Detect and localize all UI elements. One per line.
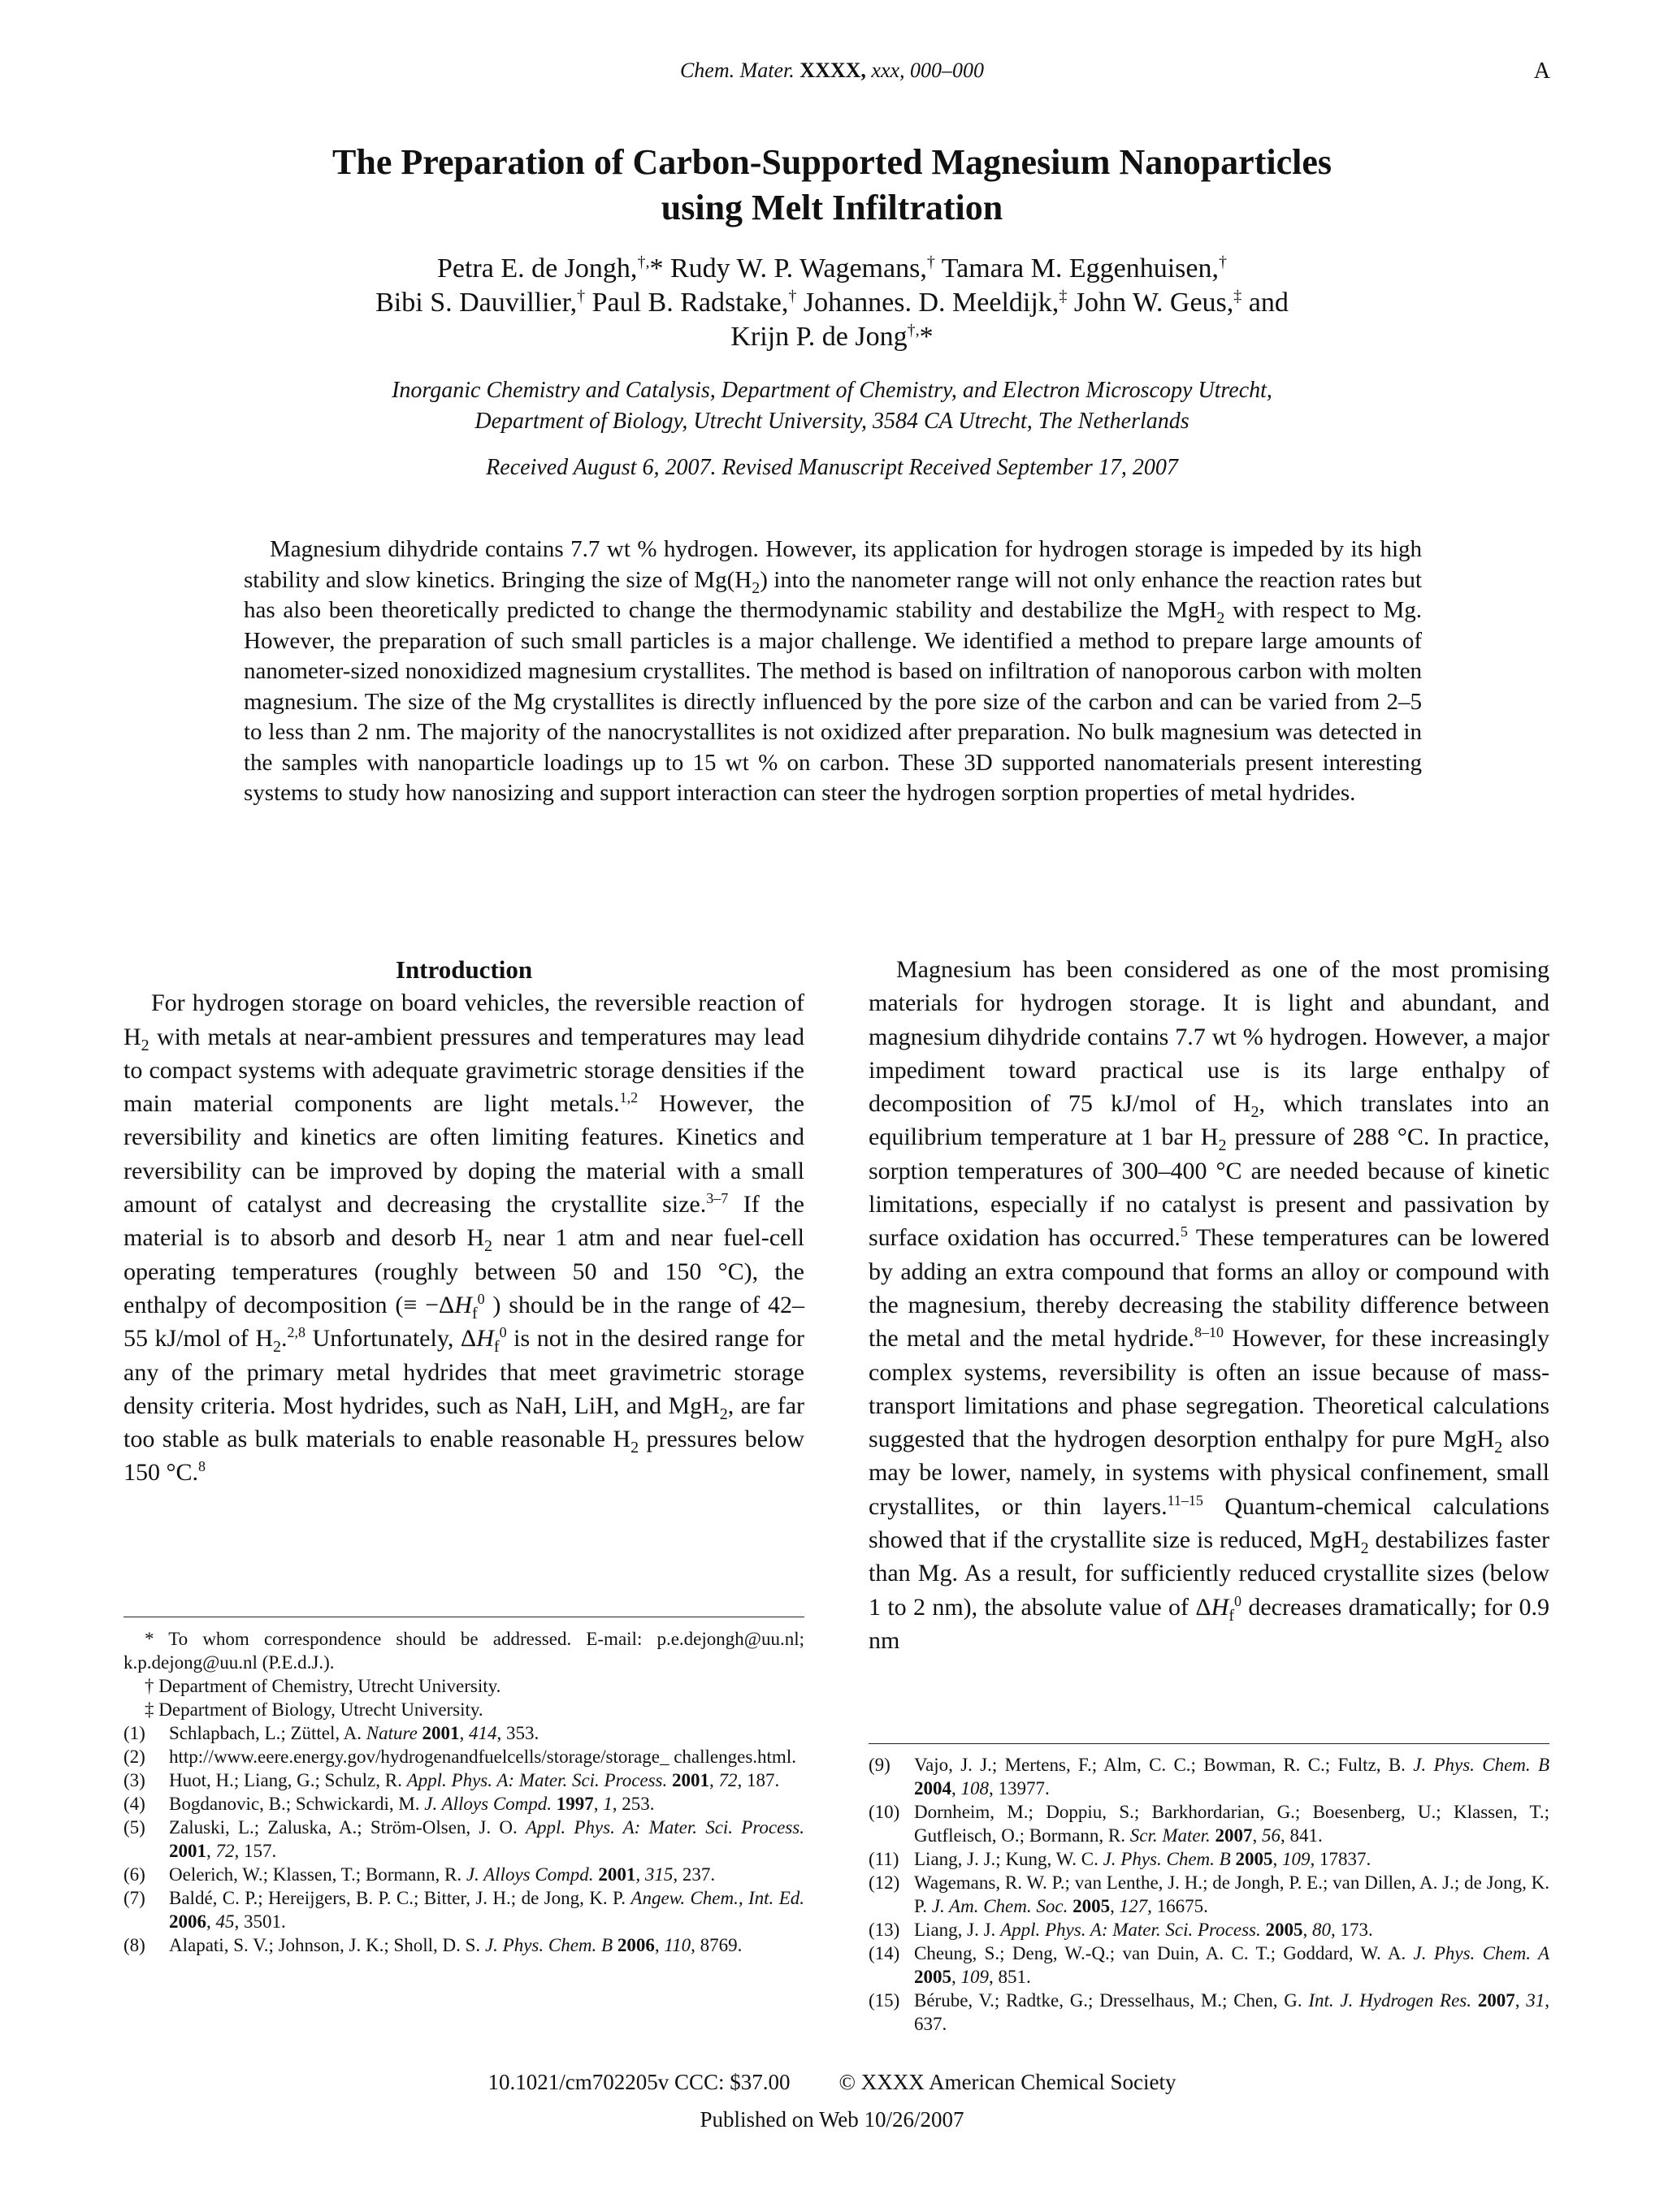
reference-4: (4) Bogdanovic, B.; Schwickardi, M. J. Alloys Compd. 1997, 1, 253. [124, 1794, 655, 1814]
reference-15: (15) Bérube, V.; Radtke, G.; Dresselhaus, M.; Chen, G. Int. J. Hydrogen Res. 2007, 31, 637. [869, 1990, 1550, 2034]
running-header [0, 58, 1664, 83]
footnote-dagger: † Department of Chemistry, Utrecht University. [145, 1676, 501, 1696]
left-column [124, 953, 804, 1490]
reference-10: (10) Dornheim, M.; Doppiu, S.; Barkhordarian, G.; Boesenberg, U.; Klassen, T.; Gutfleisch, O.; Bormann, R. Scr. Mater. 2007, 56, 841. [869, 1802, 1549, 1846]
footnote-ddagger: ‡ Department of Biology, Utrecht University. [145, 1699, 483, 1720]
reference-11: (11) Liang, J. J.; Kung, W. C. J. Phys. Chem. B 2005, 109, 17837. [869, 1849, 1372, 1869]
journal-pages: 000–000 [910, 58, 985, 82]
section-heading: Introduction [395, 955, 533, 984]
abstract: Magnesium dihydride contains 7.7 wt % hydrogen. However, its application for hydrogen storage is impeded by its high stability and slow kinetics. Bringing the size of $Mg(H_2)$ into the nanometer range will not only enhance the reaction rates but has also been theoretically predicted to change the thermodynamic stability and destabilize the MgH$_2$ with respect to Mg. However, the preparation of such small particles is a major challenge. We identified a method to prepare large amounts of nanometer-sized nonoxidized magnesium crystallites. The method is based on infiltration of nanoporous carbon with molten magnesium. The size of the Mg crystallites is directly influenced by the pore size of the carbon and can be varied from 2–5 to less than 2 nm. The majority of the nanocrystallites is not oxidized after preparation. No bulk magnesium was detected in the samples with nanoparticle loadings up to 15 wt % on carbon. These 3D supported nanomaterials present interesting systems to study how nanosizing and support interaction can steer the hydrogen sorption properties of metal hydrides. [244, 536, 1422, 806]
reference-3: (3) Huot, H.; Liang, G.; Schulz, R. Appl. Phys. A: Mater. Sci. Process. 2001, 72, 187. [124, 1770, 780, 1790]
author-list: Petra E. de Jongh,†,* Rudy W. P. Wagemans,† Tamara M. Eggenhuisen,† Bibi S. Dauvillier,† Paul B. Radstake,† Johannes. D. Meeldijk,‡ John W. Geus,‡ and Krijn P. de Jong†,* [375, 253, 1289, 352]
reference-8: (8) Alapati, S. V.; Johnson, J. K.; Sholl, D. S. J. Phys. Chem. B 2006, 110, 8769. [124, 1935, 743, 1955]
reference-13: (13) Liang, J. J. Appl. Phys. A: Mater. Sci. Process. 2005, 80, 173. [869, 1920, 1373, 1940]
intro-paragraph-2: Magnesium has been considered as one of the most promising materials for hydrogen storage. It is light and abundant, and magnesium dihydride contains 7.7 wt % hydrogen. However, a major impediment toward practical use is its large enthalpy of decomposition of 75 kJ/mol of $H_2$, which translates into an equilibrium temperature at 1 bar $H_2$ pressure of 288 °C. In practice, sorption temperatures of 300–400 °C are needed because of kinetic limitations, especially if no catalyst is present and passivation by surface oxidation has occurred.$^5$ These temperatures can be lowered by adding an extra compound that forms an alloy or compound with the magnesium, thereby decreasing the stability difference between the metal and the metal hydride.$^{8-10}$ However, for these increasingly complex systems, reversibility is often an issue because of mass-transport limitations and phase segregation. Theoretical calculations suggested that the hydrogen desorption enthalpy for pure MgH$_2$ also may be lower, namely, in systems with physical confinement, small crystallites, or thin layers.$^{11-15}$ Quantum-chemical calculations showed that if the crystallite size is reduced, MgH$_2$ destabilizes faster than Mg. As a result, for sufficiently reduced crystallite sizes (below 1 to 2 nm), the absolute value of $\Delta H_f^0$ decreases dramatically; for 0.9 nm [869, 956, 1550, 1654]
reference-6: (6) Oelerich, W.; Klassen, T.; Bormann, R. J. Alloys Compd. 2001, 315, 237. [124, 1864, 716, 1885]
reference-1: (1) Schlapbach, L.; Züttel, A. Nature 2001, 414, 353. [124, 1723, 540, 1743]
reference-14: (14) Cheung, S.; Deng, W.-Q.; van Duin, A. C. T.; Goddard, W. A. J. Phys. Chem. A 2005, 109, 851. [869, 1943, 1549, 1987]
reference-2: (2) http://www.eere.energy.gov/hydrogenandfuelcells/storage/storage_ challenges.html. [124, 1747, 796, 1767]
footnotes-left [124, 1627, 804, 1957]
footer-doi-line [0, 2070, 1664, 2095]
journal-year: XXXX, [800, 58, 866, 82]
footer-copyright: © XXXX American Chemical Society [838, 2070, 1176, 2094]
footnote-corresponding: * To whom correspondence should be addressed. E-mail: p.e.dejongh@uu.nl; k.p.dejong@uu.nl (P.E.d.J.). [124, 1629, 804, 1673]
reference-12: (12) Wagemans, R. W. P.; van Lenthe, J. H.; de Jongh, P. E.; van Dillen, A. J.; de Jong, K. P. J. Am. Chem. Soc. 2005, 127, 16675. [869, 1872, 1549, 1916]
footnotes-right [869, 1753, 1549, 2036]
footnote-rule-right [869, 1743, 1549, 1744]
intro-paragraph-1: For hydrogen storage on board vehicles, the reversible reaction of $H_2$ with metals at near-ambient pressures and temperatures may lead to compact systems with adequate gravimetric storage densities if the main material components are light metals.$^{1,2}$ However, the reversibility and kinetics are often limiting features. Kinetics and reversibility can be improved by doping the material with a small amount of catalyst and decreasing the crystallite size.$^{3-7}$ If the material is to absorb and desorb $H_2$ near 1 atm and near fuel-cell operating temperatures (roughly between 50 and 150 °C), the enthalpy of decomposition (≡ $-\Delta H_f^0$ ) should be in the range of 42–55 kJ/mol of $H_2.^{2,8}$ Unfortunately, $\Delta H_f^0$ is not in the desired range for any of the primary metal hydrides that meet gravimetric storage density criteria. Most hydrides, such as NaH, LiH, and MgH$_2$, are far too stable as bulk materials to enable reasonable $H_2$ pressures below 150 °C.$^8$ [124, 989, 805, 1487]
received-dates: Received August 6, 2007. Revised Manuscript Received September 17, 2007 [486, 455, 1178, 480]
paper-title [162, 140, 1502, 231]
page-letter: A [1533, 58, 1550, 84]
affiliations [203, 375, 1461, 437]
journal-volume: xxx, [871, 58, 905, 82]
reference-5: (5) Zaluski, L.; Zaluska, A.; Ström-Olsen, J. O. Appl. Phys. A: Mater. Sci. Process. 2001, 72, 157. [124, 1817, 804, 1861]
right-column [869, 953, 1549, 1657]
footer-doi: 10.1021/cm702205v CCC: $37.00 [488, 2070, 791, 2094]
title-line-1: The Preparation of Carbon-Supported Magnesium Nanoparticles [332, 142, 1332, 182]
affiliation-line-1: Inorganic Chemistry and Catalysis, Department of Chemistry, and Electron Microscopy Utrecht, [392, 378, 1272, 403]
affiliation-line-2: Department of Biology, Utrecht University, 3584 CA Utrecht, The Netherlands [474, 409, 1190, 434]
reference-9: (9) Vajo, J. J.; Mertens, F.; Alm, C. C.; Bowman, R. C.; Fultz, B. J. Phys. Chem. B 2004, 108, 13977. [869, 1755, 1549, 1799]
journal-name: Chem. Mater. [679, 58, 795, 82]
title-line-2: using Melt Infiltration [661, 188, 1003, 227]
reference-7: (7) Baldé, C. P.; Hereijgers, B. P. C.; Bitter, J. H.; de Jong, K. P. Angew. Chem., Int. Ed. 2006, 45, 3501. [124, 1888, 805, 1932]
footer-published: Published on Web 10/26/2007 [700, 2107, 964, 2132]
